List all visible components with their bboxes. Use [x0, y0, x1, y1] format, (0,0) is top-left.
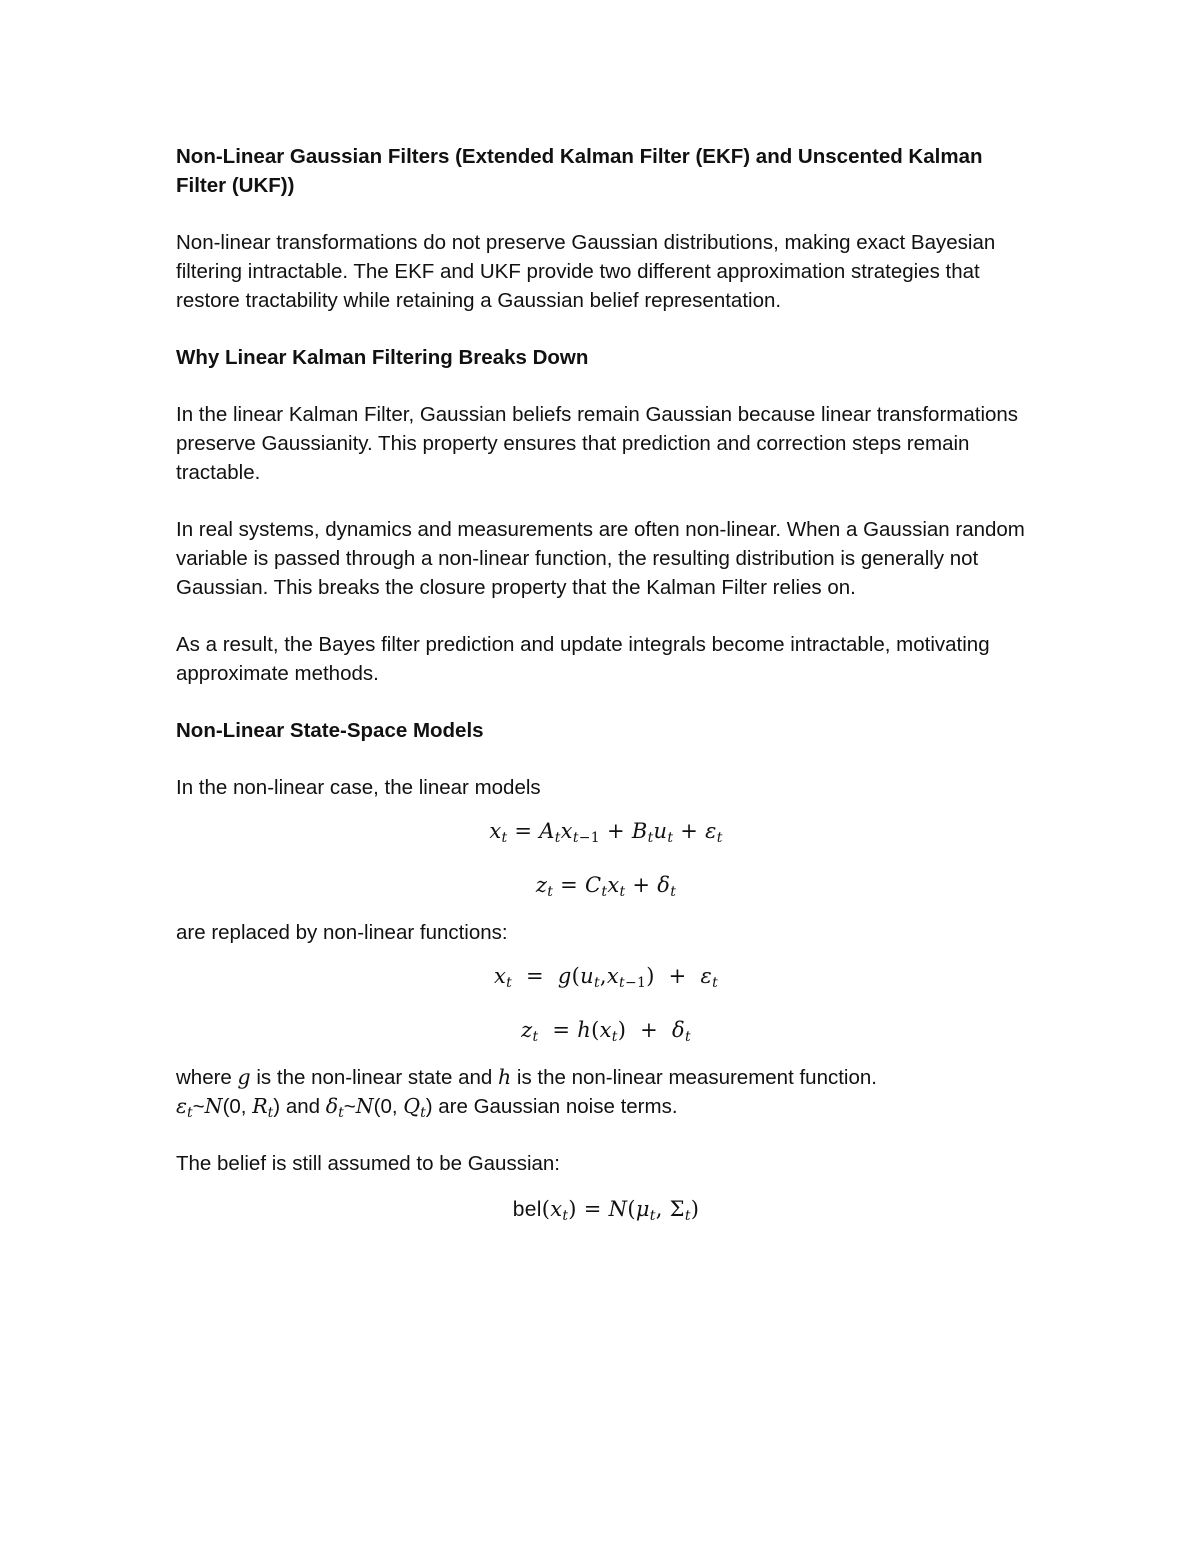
function-description: where g is the non-linear state and h is the non-linear measurement function. $\varepsilon_t\sim N(0$, $R_t$) and $\delta_t\sim N(0$, $Q_t$) are Gaussian noise terms. [176, 1065, 877, 1121]
belief-equation: $bel(x_t) = N(\mu_t$, $\Sigma_t$) [512, 1197, 700, 1224]
models-paragraph-1: In the non-linear case, the linear models [176, 776, 541, 799]
bel-label: bel [512, 1198, 542, 1221]
nonlinear-measurement-equation: $z_t = h(x_t) + \delta_t$ [521, 1018, 691, 1045]
section-heading-models: Non-Linear State-Space Models [176, 719, 484, 742]
nonlinear-equations [176, 961, 1036, 1045]
document-page [176, 142, 1036, 1249]
section-heading-breakdown: Why Linear Kalman Filtering Breaks Down [176, 346, 589, 369]
models-paragraph-2: are replaced by non-linear functions: [176, 921, 508, 944]
nonlinear-state-equation: $x_t = g(u_t,x_{t-1}) + \varepsilon_t$ [493, 964, 719, 991]
intro-paragraph: Non-linear transformations do not preserve Gaussian distributions, making exact Bayesian filtering intractable. The EKF and UKF provide two different approximation strategies that restore tractability while retaining a Gaussian belief representation. [176, 231, 996, 312]
where-text-3: is the non-linear measurement function. [516, 1066, 877, 1089]
where-text-2: is the non-linear state and [256, 1066, 493, 1089]
belief-paragraph: The belief is still assumed to be Gaussian: [176, 1152, 560, 1175]
linear-measurement-equation: $z_t = C_tx_t + \delta_t$ [535, 873, 677, 900]
document-title: Non-Linear Gaussian Filters (Extended Kalman Filter (EKF) and Unscented Kalman Filter (UKF)) [176, 145, 983, 197]
noise-and-text: and [285, 1095, 321, 1118]
where-text-1: where [176, 1066, 232, 1089]
breakdown-paragraph-1: In the linear Kalman Filter, Gaussian beliefs remain Gaussian because linear transformations preserve Gaussianity. This property ensures that prediction and correction steps remain tractable. [176, 403, 1019, 484]
linear-state-equation: $x_t = A_tx_{t-1} + B_tu_t + \varepsilon_t$ [489, 819, 723, 846]
linear-equations [176, 816, 1036, 900]
breakdown-paragraph-2: In real systems, dynamics and measurements are often non-linear. When a Gaussian random variable is passed through a non-linear function, the resulting distribution is generally not Gaussian. This breaks the closure property that the Kalman Filter relies on. [176, 518, 1025, 599]
breakdown-paragraph-3: As a result, the Bayes filter prediction and update integrals become intractable, motivating approximate methods. [176, 633, 990, 685]
noise-tail-text: are Gaussian noise terms. [438, 1095, 678, 1118]
